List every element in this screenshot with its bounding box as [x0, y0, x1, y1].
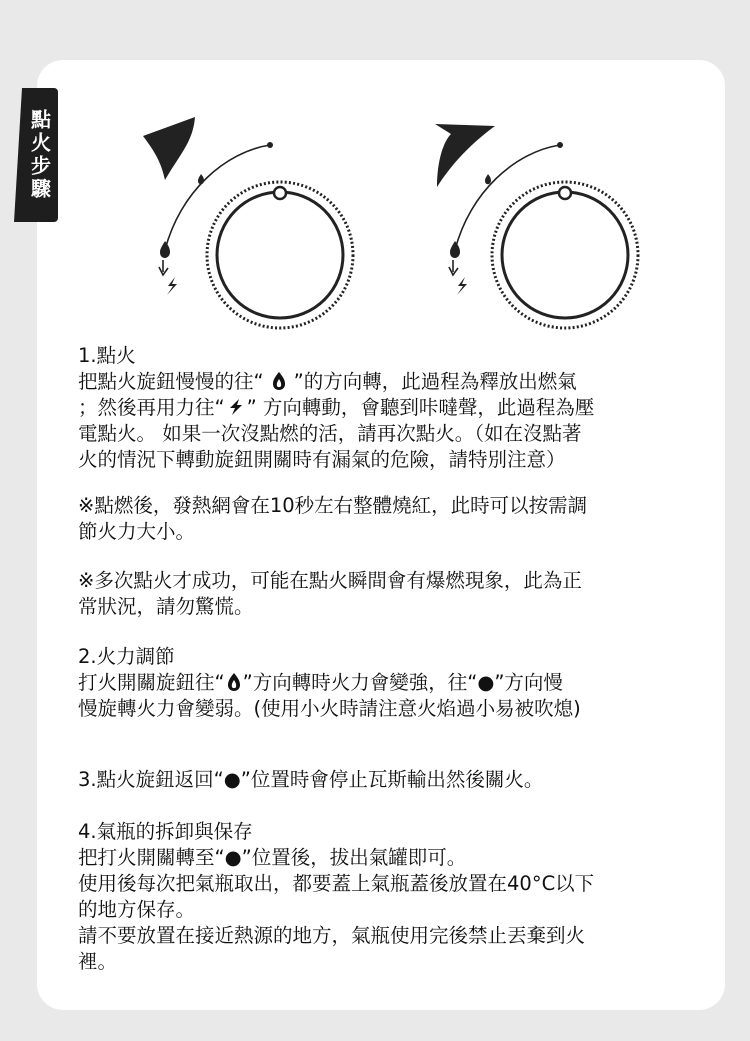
flame-icon: [198, 174, 204, 184]
knob-diagram-left: [135, 112, 375, 337]
spark-icon: [225, 397, 247, 417]
section-title: 4.氣瓶的拆卸與保存: [78, 820, 253, 843]
text-line: 把打火開關轉至“●”位置後，拔出氣罐即可。: [78, 846, 467, 869]
text-line: 火的情況下轉動旋鈕開關時有漏氣的危險，請特別注意）: [78, 448, 566, 471]
side-tab-label: 點火步驟: [27, 109, 52, 201]
section-flame-adjust: [78, 644, 708, 722]
side-tab: [22, 88, 58, 222]
spark-icon: [457, 277, 467, 295]
text-line: 電點火。 如果一次沒點燃的活，請再次點火。（如在沒點著: [78, 422, 582, 445]
knob-icon: [207, 182, 353, 328]
flame-icon: [225, 672, 243, 692]
flame-icon: [264, 371, 294, 391]
flame-icon: [450, 241, 460, 258]
text-line: 3.點火旋鈕返回“●”位置時會停止瓦斯輸出然後關火。: [78, 768, 544, 791]
note-after-ignition: [78, 493, 708, 545]
knob-diagram-right: [425, 112, 665, 337]
text-line: 常狀況，請勿驚慌。: [78, 595, 254, 618]
text-line: 請不要放置在接近熱源的地方，氣瓶使用完後禁止丟棄到火: [78, 924, 586, 947]
knob-icon: [492, 182, 638, 328]
flame-icon: [160, 241, 170, 258]
text-line: 節火力大小。: [78, 520, 196, 543]
text-line: 的地方保存。: [78, 898, 196, 921]
section-ignition: [78, 343, 708, 473]
flame-icon: [485, 174, 491, 184]
text-line: 慢旋轉火力會變弱。(使用小火時請注意火焰過小易被吹熄): [78, 697, 581, 720]
text-line: ※點燃後，發熱網會在10秒左右整體燒紅，此時可以按需調: [78, 494, 588, 517]
section-title: 2.火力調節: [78, 645, 175, 668]
section-shutoff: [78, 767, 708, 793]
section-title: 1.點火: [78, 344, 136, 367]
rotation-arrow-icon: [143, 117, 195, 180]
spark-icon: [167, 277, 177, 295]
text-line: 把點火旋鈕慢慢的往“ ”的方向轉，此過程為釋放出燃氣: [78, 370, 577, 393]
text-line: 裡。: [78, 950, 118, 973]
note-multiple-ignition: [78, 568, 708, 620]
text-line: 打火開關旋鈕往“ ”方向轉時火力會變強，往“●”方向慢: [78, 671, 563, 694]
text-line: 使用後每次把氣瓶取出，都要蓋上氣瓶蓋後放置在40°C以下: [78, 872, 595, 895]
text-line: ※多次點火才成功，可能在點火瞬間會有爆燃現象，此為正: [78, 569, 582, 592]
section-cylinder-storage: [78, 819, 708, 975]
text-line: ；然後再用力往“ ” 方向轉動，會聽到咔噠聲，此過程為壓: [78, 396, 595, 419]
